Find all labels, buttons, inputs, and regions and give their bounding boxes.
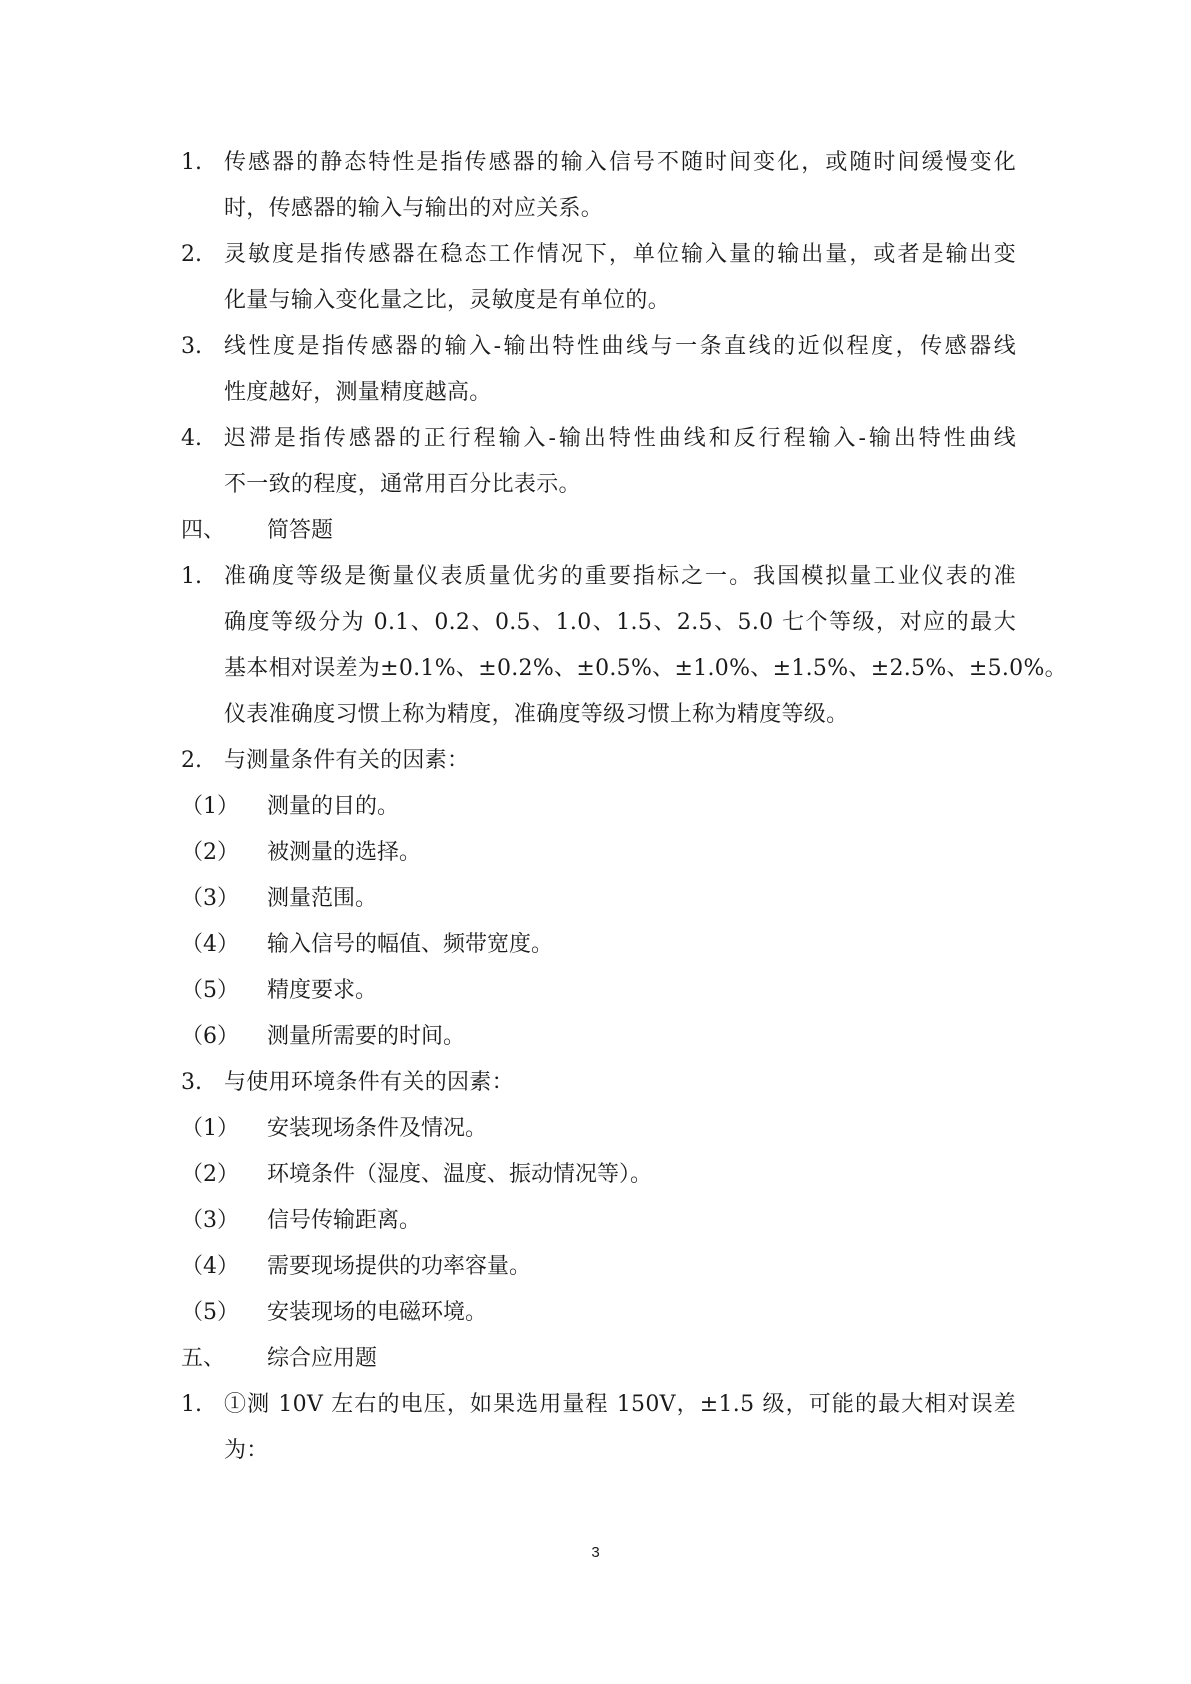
sub-list-item [0, 922, 1191, 968]
item-number: 1. [181, 150, 202, 175]
list-item-continuation [0, 692, 1191, 738]
item-text: 不一致的程度，通常用百分比表示。 [224, 472, 581, 497]
list-item-continuation [0, 462, 1191, 508]
sub-item-text: 测量的目的。 [267, 794, 400, 819]
sub-item-number: （2） [181, 840, 239, 865]
item-text: 与测量条件有关的因素： [224, 748, 470, 773]
list-item [0, 416, 1191, 462]
sub-item-number: （2） [181, 1162, 239, 1187]
section-heading [0, 1336, 1191, 1382]
section-title: 综合应用题 [267, 1346, 378, 1371]
sub-list-item [0, 1198, 1191, 1244]
section-number: 四、 [181, 518, 226, 543]
item-text: 时，传感器的输入与输出的对应关系。 [224, 196, 604, 221]
sub-item-number: （3） [181, 1208, 239, 1233]
section-number: 五、 [181, 1346, 226, 1371]
sub-item-text: 测量范围。 [267, 886, 378, 911]
sub-item-text: 环境条件（湿度、温度、振动情况等）。 [267, 1162, 653, 1187]
sub-item-text: 需要现场提供的功率容量。 [267, 1254, 532, 1279]
sub-list-item [0, 1152, 1191, 1198]
item-text: 与使用环境条件有关的因素： [224, 1070, 514, 1095]
sub-item-text: 信号传输距离。 [267, 1208, 422, 1233]
sub-list-item [0, 1244, 1191, 1290]
list-item [0, 738, 1191, 784]
list-item-continuation [0, 646, 1191, 692]
sub-item-number: （5） [181, 1300, 239, 1325]
sub-item-text: 安装现场的电磁环境。 [267, 1300, 488, 1325]
sub-item-text: 被测量的选择。 [267, 840, 422, 865]
item-number: 2. [181, 748, 202, 773]
sub-item-number: （5） [181, 978, 239, 1003]
item-text: 化量与输入变化量之比，灵敏度是有单位的。 [224, 288, 671, 313]
item-text: 基本相对误差为±0.1%、±0.2%、±0.5%、±1.0%、±1.5%、±2.5%、±5.0%。 [224, 656, 1067, 681]
sub-item-text: 安装现场条件及情况。 [267, 1116, 488, 1141]
list-item-continuation [0, 1428, 1191, 1474]
item-text: 确度等级分为 0.1、0.2、0.5、1.0、1.5、2.5、5.0 七个等级，对应的最大 [224, 610, 1016, 635]
sub-item-number: （1） [181, 1116, 239, 1141]
sub-list-item [0, 876, 1191, 922]
item-number: 1. [181, 1392, 202, 1417]
list-item [0, 1382, 1191, 1428]
sub-list-item [0, 830, 1191, 876]
item-text: 迟滞是指传感器的正行程输入-输出特性曲线和反行程输入-输出特性曲线 [224, 426, 1016, 451]
item-text: 线性度是指传感器的输入-输出特性曲线与一条直线的近似程度，传感器线 [224, 334, 1016, 359]
item-text: 为： [224, 1438, 269, 1463]
item-number: 2. [181, 242, 202, 267]
list-item-continuation [0, 278, 1191, 324]
sub-item-text: 精度要求。 [267, 978, 378, 1003]
sub-list-item [0, 968, 1191, 1014]
sub-item-number: （1） [181, 794, 239, 819]
list-item [0, 554, 1191, 600]
section-heading [0, 508, 1191, 554]
list-item [0, 1060, 1191, 1106]
sub-item-number: （4） [181, 1254, 239, 1279]
item-text: 灵敏度是指传感器在稳态工作情况下，单位输入量的输出量，或者是输出变 [224, 242, 1016, 267]
section-title: 简答题 [267, 518, 334, 543]
sub-item-text: 测量所需要的时间。 [267, 1024, 466, 1049]
sub-list-item [0, 1106, 1191, 1152]
sub-item-text: 输入信号的幅值、频带宽度。 [267, 932, 554, 957]
item-text: ①测 10V 左右的电压，如果选用量程 150V，±1.5 级，可能的最大相对误差 [224, 1392, 1016, 1417]
item-text: 准确度等级是衡量仪表质量优劣的重要指标之一。我国模拟量工业仪表的准 [224, 564, 1016, 589]
list-item [0, 324, 1191, 370]
item-number: 3. [181, 1070, 202, 1095]
item-number: 4. [181, 426, 202, 451]
page-number: 3 [591, 1544, 600, 1561]
item-number: 3. [181, 334, 202, 359]
item-text: 性度越好，测量精度越高。 [224, 380, 492, 405]
list-item-continuation [0, 600, 1191, 646]
item-number: 1. [181, 564, 202, 589]
sub-list-item [0, 1014, 1191, 1060]
sub-item-number: （6） [181, 1024, 239, 1049]
item-text: 传感器的静态特性是指传感器的输入信号不随时间变化，或随时间缓慢变化 [224, 150, 1016, 175]
list-item [0, 140, 1191, 186]
sub-list-item [0, 1290, 1191, 1336]
item-text: 仪表准确度习惯上称为精度，准确度等级习惯上称为精度等级。 [224, 702, 849, 727]
list-item-continuation [0, 370, 1191, 416]
list-item [0, 232, 1191, 278]
sub-list-item [0, 784, 1191, 830]
list-item-continuation [0, 186, 1191, 232]
sub-item-number: （3） [181, 886, 239, 911]
sub-item-number: （4） [181, 932, 239, 957]
